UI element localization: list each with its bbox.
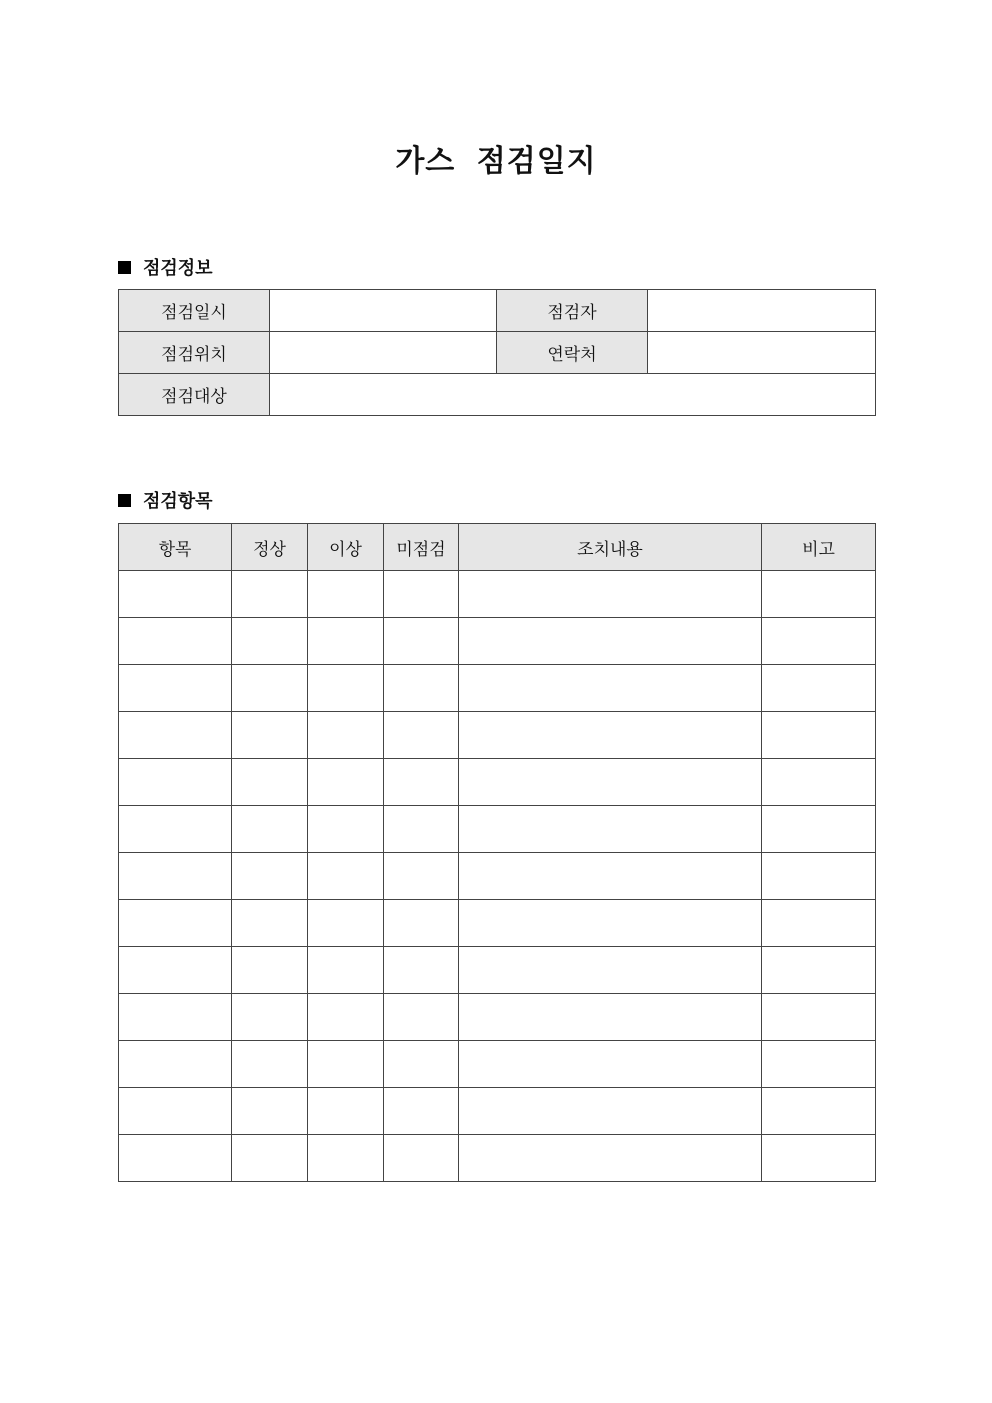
- remarks-cell[interactable]: [762, 759, 876, 806]
- action-cell[interactable]: [459, 853, 762, 900]
- inspection-items-table: [118, 523, 876, 1182]
- normal-cell[interactable]: [232, 665, 308, 712]
- not-inspected-cell[interactable]: [384, 853, 459, 900]
- table-row: [119, 994, 876, 1041]
- info-heading-text: 점검정보: [143, 258, 213, 279]
- abnormal-cell[interactable]: [308, 1135, 384, 1182]
- abnormal-cell[interactable]: [308, 665, 384, 712]
- table-row: [119, 1088, 876, 1135]
- action-cell[interactable]: [459, 571, 762, 618]
- not-inspected-cell[interactable]: [384, 571, 459, 618]
- table-row: [119, 665, 876, 712]
- label-target: 점검대상: [119, 374, 270, 416]
- item-cell[interactable]: [119, 947, 232, 994]
- action-cell[interactable]: [459, 947, 762, 994]
- label-contact: 연락처: [497, 332, 648, 374]
- abnormal-cell[interactable]: [308, 571, 384, 618]
- normal-cell[interactable]: [232, 571, 308, 618]
- item-cell[interactable]: [119, 1088, 232, 1135]
- label-inspector: 점검자: [497, 290, 648, 332]
- remarks-cell[interactable]: [762, 1135, 876, 1182]
- not-inspected-cell[interactable]: [384, 665, 459, 712]
- action-cell[interactable]: [459, 1041, 762, 1088]
- item-cell[interactable]: [119, 1135, 232, 1182]
- table-row: [119, 759, 876, 806]
- items-heading-text: 점검항목: [143, 491, 213, 512]
- action-cell[interactable]: [459, 806, 762, 853]
- info-section-heading: [118, 254, 213, 280]
- not-inspected-cell[interactable]: [384, 759, 459, 806]
- table-row: [119, 712, 876, 759]
- normal-cell[interactable]: [232, 1041, 308, 1088]
- not-inspected-cell[interactable]: [384, 994, 459, 1041]
- normal-cell[interactable]: [232, 618, 308, 665]
- table-row: [119, 571, 876, 618]
- not-inspected-cell[interactable]: [384, 806, 459, 853]
- not-inspected-cell[interactable]: [384, 947, 459, 994]
- normal-cell[interactable]: [232, 853, 308, 900]
- table-row: [119, 806, 876, 853]
- item-cell[interactable]: [119, 994, 232, 1041]
- item-cell[interactable]: [119, 1041, 232, 1088]
- info-row: [119, 332, 876, 374]
- table-row: [119, 1135, 876, 1182]
- remarks-cell[interactable]: [762, 665, 876, 712]
- remarks-cell[interactable]: [762, 712, 876, 759]
- action-cell[interactable]: [459, 900, 762, 947]
- page-title: 가스 점검일지: [395, 144, 597, 179]
- table-row: [119, 618, 876, 665]
- square-bullet-icon: [118, 494, 131, 507]
- col-header-normal: 정상: [232, 524, 308, 571]
- normal-cell[interactable]: [232, 806, 308, 853]
- abnormal-cell[interactable]: [308, 1088, 384, 1135]
- item-cell[interactable]: [119, 806, 232, 853]
- normal-cell[interactable]: [232, 712, 308, 759]
- field-date[interactable]: [270, 290, 497, 332]
- abnormal-cell[interactable]: [308, 947, 384, 994]
- col-header-item: 항목: [119, 524, 232, 571]
- action-cell[interactable]: [459, 665, 762, 712]
- remarks-cell[interactable]: [762, 994, 876, 1041]
- remarks-cell[interactable]: [762, 1041, 876, 1088]
- abnormal-cell[interactable]: [308, 1041, 384, 1088]
- remarks-cell[interactable]: [762, 900, 876, 947]
- col-header-abnormal: 이상: [308, 524, 384, 571]
- col-header-action: 조치내용: [459, 524, 762, 571]
- abnormal-cell[interactable]: [308, 618, 384, 665]
- item-cell[interactable]: [119, 853, 232, 900]
- remarks-cell[interactable]: [762, 618, 876, 665]
- abnormal-cell[interactable]: [308, 759, 384, 806]
- normal-cell[interactable]: [232, 994, 308, 1041]
- remarks-cell[interactable]: [762, 1088, 876, 1135]
- table-row: [119, 900, 876, 947]
- table-row: [119, 1041, 876, 1088]
- action-cell[interactable]: [459, 1135, 762, 1182]
- table-row: [119, 853, 876, 900]
- items-section-heading: [118, 487, 213, 513]
- square-bullet-icon: [118, 261, 131, 274]
- normal-cell[interactable]: [232, 759, 308, 806]
- abnormal-cell[interactable]: [308, 853, 384, 900]
- abnormal-cell[interactable]: [308, 900, 384, 947]
- item-cell[interactable]: [119, 665, 232, 712]
- not-inspected-cell[interactable]: [384, 618, 459, 665]
- items-header-row: [119, 524, 876, 571]
- item-cell[interactable]: [119, 571, 232, 618]
- info-row: [119, 290, 876, 332]
- not-inspected-cell[interactable]: [384, 900, 459, 947]
- item-cell[interactable]: [119, 712, 232, 759]
- abnormal-cell[interactable]: [308, 806, 384, 853]
- normal-cell[interactable]: [232, 947, 308, 994]
- action-cell[interactable]: [459, 618, 762, 665]
- normal-cell[interactable]: [232, 1135, 308, 1182]
- abnormal-cell[interactable]: [308, 712, 384, 759]
- not-inspected-cell[interactable]: [384, 1135, 459, 1182]
- table-row: [119, 947, 876, 994]
- remarks-cell[interactable]: [762, 853, 876, 900]
- action-cell[interactable]: [459, 759, 762, 806]
- field-inspector[interactable]: [648, 290, 876, 332]
- item-cell[interactable]: [119, 618, 232, 665]
- col-header-not-inspected: 미점검: [384, 524, 459, 571]
- col-header-remarks: 비고: [762, 524, 876, 571]
- field-location[interactable]: [270, 332, 497, 374]
- field-target[interactable]: [270, 374, 876, 416]
- normal-cell[interactable]: [232, 1088, 308, 1135]
- action-cell[interactable]: [459, 712, 762, 759]
- remarks-cell[interactable]: [762, 947, 876, 994]
- item-cell[interactable]: [119, 759, 232, 806]
- info-row: [119, 374, 876, 416]
- label-date: 점검일시: [119, 290, 270, 332]
- normal-cell[interactable]: [232, 900, 308, 947]
- abnormal-cell[interactable]: [308, 994, 384, 1041]
- label-location: 점검위치: [119, 332, 270, 374]
- not-inspected-cell[interactable]: [384, 1041, 459, 1088]
- action-cell[interactable]: [459, 994, 762, 1041]
- remarks-cell[interactable]: [762, 571, 876, 618]
- not-inspected-cell[interactable]: [384, 1088, 459, 1135]
- not-inspected-cell[interactable]: [384, 712, 459, 759]
- inspection-info-table: [118, 289, 876, 416]
- remarks-cell[interactable]: [762, 806, 876, 853]
- field-contact[interactable]: [648, 332, 876, 374]
- item-cell[interactable]: [119, 900, 232, 947]
- action-cell[interactable]: [459, 1088, 762, 1135]
